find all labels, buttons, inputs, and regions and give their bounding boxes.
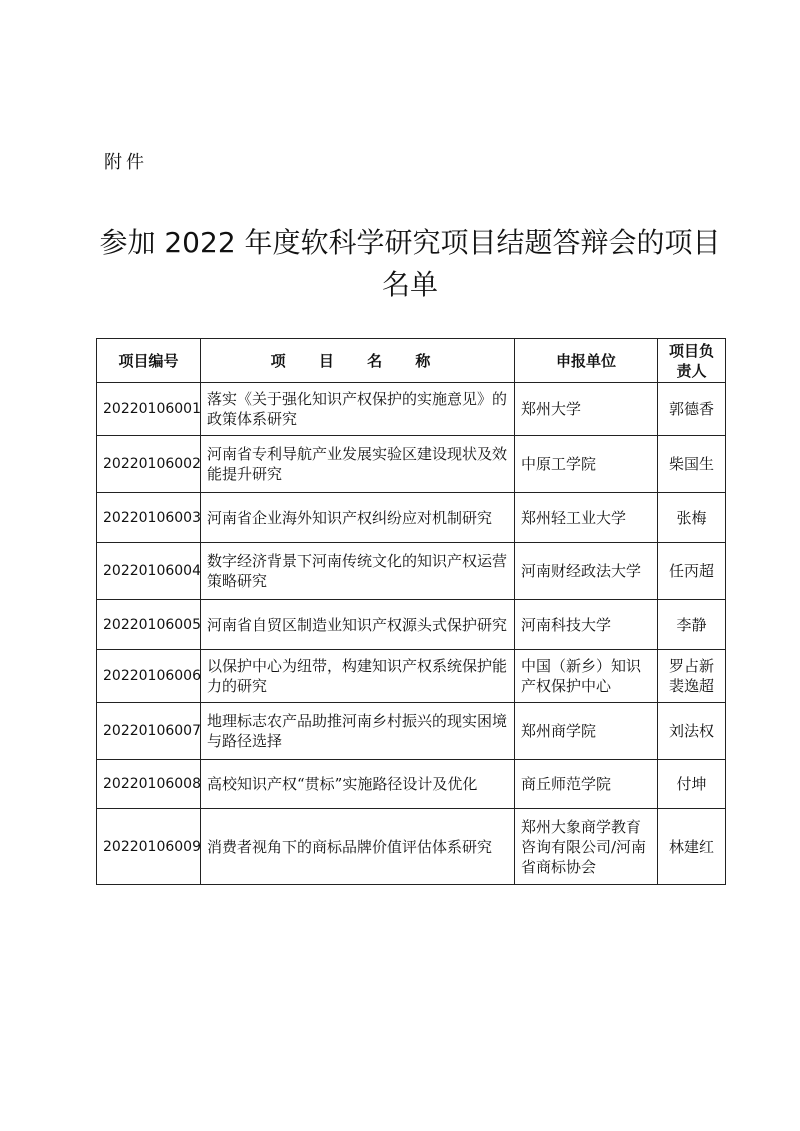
applicant-unit: 郑州大象商学教育咨询有限公司/河南省商标协会 (515, 809, 658, 885)
project-name: 以保护中心为纽带，构建知识产权系统保护能力的研究 (201, 650, 515, 703)
project-code: 20220106003 (97, 493, 201, 543)
project-code: 20220106007 (97, 703, 201, 760)
applicant-unit: 郑州大学 (515, 383, 658, 436)
document-title: 参加 2022 年度软科学研究项目结题答辩会的项目名单 (99, 226, 721, 301)
header-project-name-text: 项 目 名 称 (270, 351, 445, 370)
header-project-code: 项目编号 (97, 339, 201, 383)
applicant-unit: 中国（新乡）知识产权保护中心 (515, 650, 658, 703)
project-leader: 林建红 (658, 809, 726, 885)
project-leader: 李静 (658, 600, 726, 650)
attachment-label: 附件 (104, 152, 148, 173)
header-project-name (201, 339, 515, 383)
table-row (97, 493, 726, 543)
project-leader: 郭德香 (658, 383, 726, 436)
project-name: 地理标志农产品助推河南乡村振兴的现实困境与路径选择 (201, 703, 515, 760)
table-row (97, 703, 726, 760)
applicant-unit: 商丘师范学院 (515, 760, 658, 809)
table-row (97, 436, 726, 493)
project-name: 河南省专利导航产业发展实验区建设现状及效能提升研究 (201, 436, 515, 493)
project-name: 落实《关于强化知识产权保护的实施意见》的政策体系研究 (201, 383, 515, 436)
project-code: 20220106005 (97, 600, 201, 650)
project-code: 20220106006 (97, 650, 201, 703)
project-leader: 任丙超 (658, 543, 726, 600)
project-code: 20220106008 (97, 760, 201, 809)
project-code: 20220106009 (97, 809, 201, 885)
project-table (96, 338, 726, 885)
project-name: 数字经济背景下河南传统文化的知识产权运营策略研究 (201, 543, 515, 600)
table-row (97, 809, 726, 885)
applicant-unit: 河南科技大学 (515, 600, 658, 650)
project-leader: 罗占新 裴逸超 (658, 650, 726, 703)
project-name: 河南省自贸区制造业知识产权源头式保护研究 (201, 600, 515, 650)
project-leader: 柴国生 (658, 436, 726, 493)
project-code: 20220106004 (97, 543, 201, 600)
table-row (97, 650, 726, 703)
applicant-unit: 中原工学院 (515, 436, 658, 493)
project-leader: 张梅 (658, 493, 726, 543)
header-applicant-unit: 申报单位 (515, 339, 658, 383)
table-row (97, 383, 726, 436)
table-row (97, 760, 726, 809)
table-header-row (97, 339, 726, 383)
applicant-unit: 河南财经政法大学 (515, 543, 658, 600)
project-name: 消费者视角下的商标品牌价值评估体系研究 (201, 809, 515, 885)
project-name: 河南省企业海外知识产权纠纷应对机制研究 (201, 493, 515, 543)
project-leader: 付坤 (658, 760, 726, 809)
project-leader: 刘法权 (658, 703, 726, 760)
project-name: 高校知识产权“贯标”实施路径设计及优化 (201, 760, 515, 809)
table-row (97, 543, 726, 600)
project-code: 20220106002 (97, 436, 201, 493)
applicant-unit: 郑州轻工业大学 (515, 493, 658, 543)
table-row (97, 600, 726, 650)
project-code: 20220106001 (97, 383, 201, 436)
applicant-unit: 郑州商学院 (515, 703, 658, 760)
header-project-leader: 项目负责人 (658, 339, 726, 383)
